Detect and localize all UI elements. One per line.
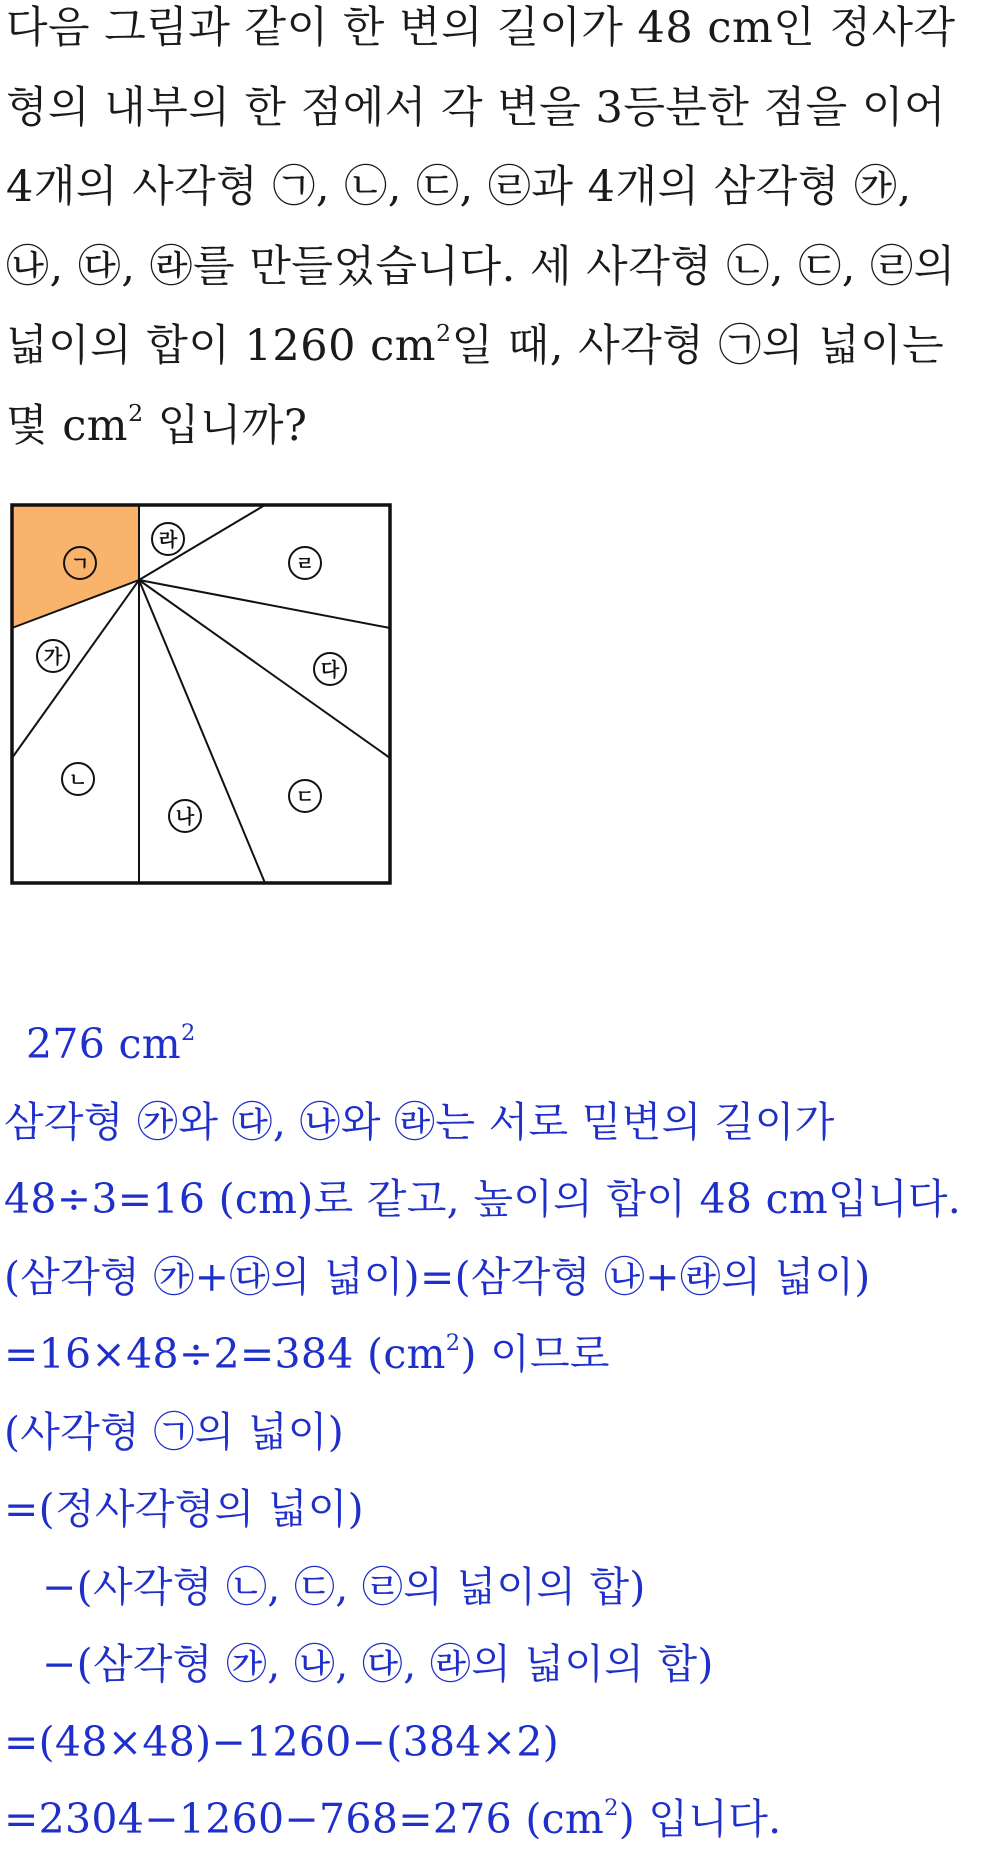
solution-line	[4, 1322, 989, 1400]
solution-line: −(사각형 ㉡, ㉢, ㉣의 넓이의 합)	[42, 1562, 646, 1611]
solution-text	[4, 1012, 989, 1865]
divider-line	[139, 580, 390, 628]
unit-exponent: 2	[180, 1019, 196, 1046]
square-diagram	[10, 503, 392, 885]
unit-exponent: 2	[435, 319, 452, 348]
solution-line-text: =16×48÷2=384 (cm	[4, 1330, 446, 1378]
solution-line: =(48×48)−1260−(384×2)	[4, 1717, 560, 1766]
rect-b-label: ㄴ	[68, 769, 88, 791]
problem-line-text: 넓이의 합이 1260 cm	[6, 321, 436, 371]
rect-d-label: ㄹ	[295, 553, 315, 575]
answer-line	[4, 1012, 989, 1090]
tri-na-label: 나	[175, 806, 195, 828]
problem-line	[6, 318, 991, 398]
problem-line: ㉯, ㉰, ㉱를 만들었습니다. 세 사각형 ㉡, ㉢, ㉣의	[6, 241, 956, 292]
problem-line-text: 일 때, 사각형 ㉠의 넓이는	[451, 321, 945, 371]
problem-line	[6, 398, 991, 478]
problem-line: 형의 내부의 한 점에서 각 변을 3등분한 점을 이어	[6, 82, 946, 133]
unit-exponent: 2	[445, 1329, 461, 1356]
problem-line-text: 몇 cm	[6, 400, 129, 451]
problem-line: 4개의 사각형 ㉠, ㉡, ㉢, ㉣과 4개의 삼각형 ㉮,	[6, 162, 912, 212]
problem-line: 다음 그림과 같이 한 변의 길이가 48 cm인 정사각	[6, 3, 956, 53]
solution-line: (사각형 ㉠의 넓이)	[4, 1407, 344, 1456]
answer-value: 276 cm	[26, 1020, 181, 1068]
solution-line: −(삼각형 ㉮, ㉯, ㉰, ㉱의 넓이의 합)	[42, 1640, 714, 1688]
tri-ga-label: 가	[43, 646, 63, 668]
solution-line: 삼각형 ㉮와 ㉰, ㉯와 ㉱는 서로 밑변의 길이가	[4, 1097, 835, 1146]
problem-line-text: 입니까?	[143, 400, 308, 451]
rect-a-label: ㄱ	[70, 553, 90, 575]
unit-exponent: 2	[604, 1794, 619, 1821]
solution-line: (삼각형 ㉮+㉰의 넓이)=(삼각형 ㉯+㉱의 넓이)	[4, 1252, 871, 1301]
solution-line: 48÷3=16 (cm)로 같고, 높이의 합이 48 cm입니다.	[4, 1175, 962, 1223]
rect-c-label: ㄷ	[295, 786, 315, 808]
solution-line-text: =2304−1260−768=276 (cm	[4, 1795, 605, 1843]
solution-line	[4, 1787, 989, 1865]
tri-ra-label: 라	[158, 529, 178, 551]
unit-exponent: 2	[128, 398, 144, 427]
problem-text	[6, 0, 991, 477]
solution-line-text: ) 이므로	[460, 1330, 610, 1378]
solution-line-text: ) 입니다.	[618, 1795, 782, 1843]
tri-da-label: 다	[320, 659, 340, 681]
solution-line: =(정사각형의 넓이)	[4, 1485, 364, 1533]
square-diagram-svg	[10, 503, 392, 885]
